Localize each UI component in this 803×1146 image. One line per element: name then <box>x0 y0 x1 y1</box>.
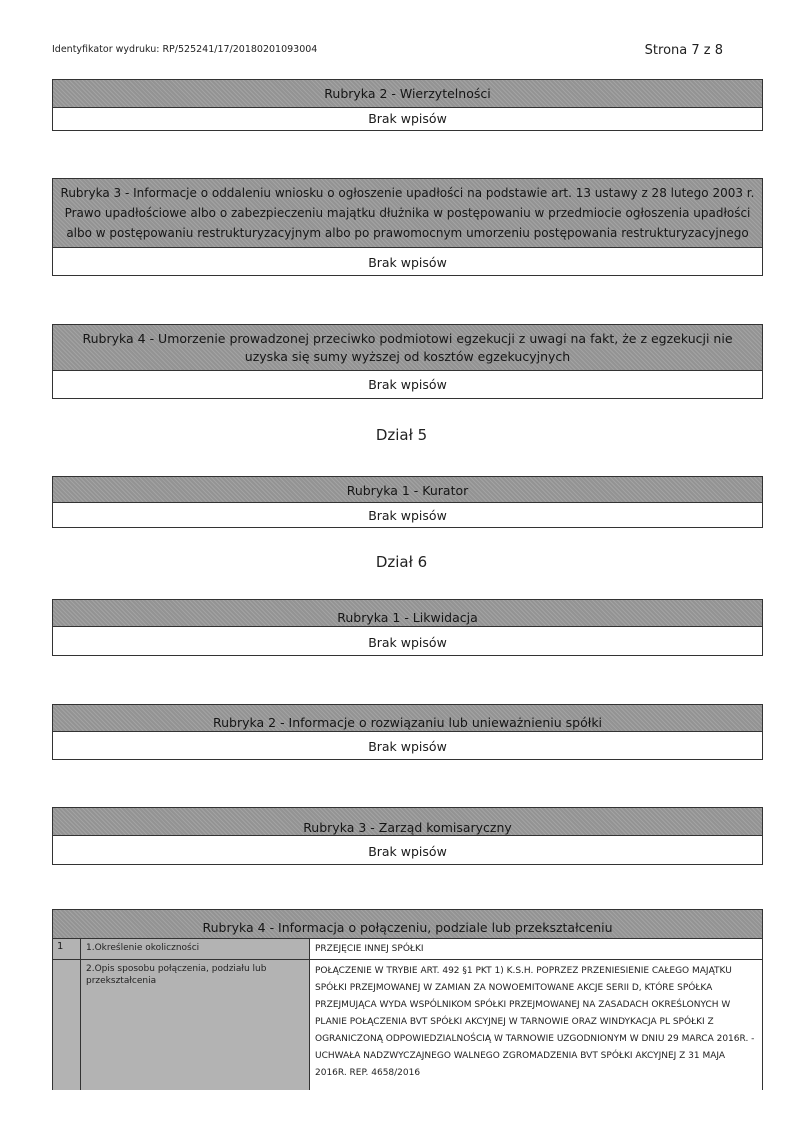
section-body: Brak wpisów <box>53 108 762 130</box>
page-number: Strona 7 z 8 <box>644 43 723 58</box>
section-title: Rubryka 2 - Wierzytelności <box>53 80 762 108</box>
row-label: 1.Określenie okoliczności <box>81 939 310 959</box>
section-title: Rubryka 3 - Informacje o oddaleniu wniosku o ogłoszenie upadłości na podstawie art. 13 ustawy z 28 lutego 2003 r. Prawo upadłościowe albo o zabezpieczeniu majątku dłużnika w postępowaniu w przedmiocie ogłoszenia upadłości albo w postępowaniu restrukturyzacyjnym albo po prawomocnym umorzeniu postępowania restrukturyzacyjnego <box>53 179 762 248</box>
row-number <box>53 960 81 1090</box>
table-polaczenie <box>52 909 763 1090</box>
print-identifier: Identyfikator wydruku: RP/525241/17/20180201093004 <box>52 44 318 55</box>
section-zarzad-komisaryczny <box>52 807 763 865</box>
section-title: Rubryka 2 - Informacje o rozwiązaniu lub unieważnieniu spółki <box>53 705 762 732</box>
dzial-6-heading: Dział 6 <box>375 553 428 571</box>
table-row <box>53 960 762 1090</box>
row-number: 1 <box>53 939 81 959</box>
section-title: Rubryka 1 - Likwidacja <box>53 600 762 627</box>
section-rozwiazanie <box>52 704 763 760</box>
section-likwidacja <box>52 599 763 656</box>
section-oddalenie-wniosku <box>52 178 763 276</box>
section-body: Brak wpisów <box>53 732 762 759</box>
dzial-5-heading: Dział 5 <box>375 426 428 444</box>
section-kurator <box>52 476 763 528</box>
section-body: Brak wpisów <box>53 627 762 655</box>
section-umorzenie-egzekucji <box>52 324 763 399</box>
section-body: Brak wpisów <box>53 371 762 398</box>
section-wierzytelnosci <box>52 79 763 131</box>
section-title: Rubryka 4 - Umorzenie prowadzonej przeciwko podmiotowi egzekucji z uwagi na fakt, że z egzekucji nie uzyska się sumy wyższej od kosztów egzekucyjnych <box>53 325 762 371</box>
section-body: Brak wpisów <box>53 836 762 864</box>
section-title: Rubryka 1 - Kurator <box>53 477 762 503</box>
row-value: PRZEJĘCIE INNEJ SPÓŁKI <box>315 944 424 954</box>
section-body: Brak wpisów <box>53 248 762 275</box>
table-title: Rubryka 4 - Informacja o połączeniu, podziale lub przekształceniu <box>53 910 762 939</box>
row-value: POŁĄCZENIE W TRYBIE ART. 492 §1 PKT 1) K.S.H. POPRZEZ PRZENIESIENIE CAŁEGO MAJĄTKU SPÓŁKI PRZEJMOWANEJ W ZAMIAN ZA NOWOEMITOWANE AKCJE SERII D, KTÓRE SPÓŁKA PRZEJMUJĄCA WYDA WSPÓLNIKOM SPÓŁKI PRZEJMOWANEJ NA ZASADACH OKREŚLONYCH W PLANIE POŁĄCZENIA BVT SPÓŁKI AKCYJNEJ W TARNOWIE ORAZ WINDYKACJA PL SPÓŁKI Z OGRANICZONĄ ODPOWIEDZIALNOŚCIĄ W TARNOWIE UZGODNIONYM W DNIU 29 MARCA 2016R. - UCHWAŁA NADZWYCZAJNEGO WALNEGO ZGROMADZENIA BVT SPÓŁKI AKCYJNEJ Z 31 MAJA 2016R. REP. 4658/2016 <box>315 966 755 1078</box>
section-body: Brak wpisów <box>53 503 762 527</box>
section-title: Rubryka 3 - Zarząd komisaryczny <box>53 808 762 836</box>
table-row <box>53 939 762 960</box>
row-label: 2.Opis sposobu połączenia, podziału lub przekształcenia <box>81 960 310 1090</box>
